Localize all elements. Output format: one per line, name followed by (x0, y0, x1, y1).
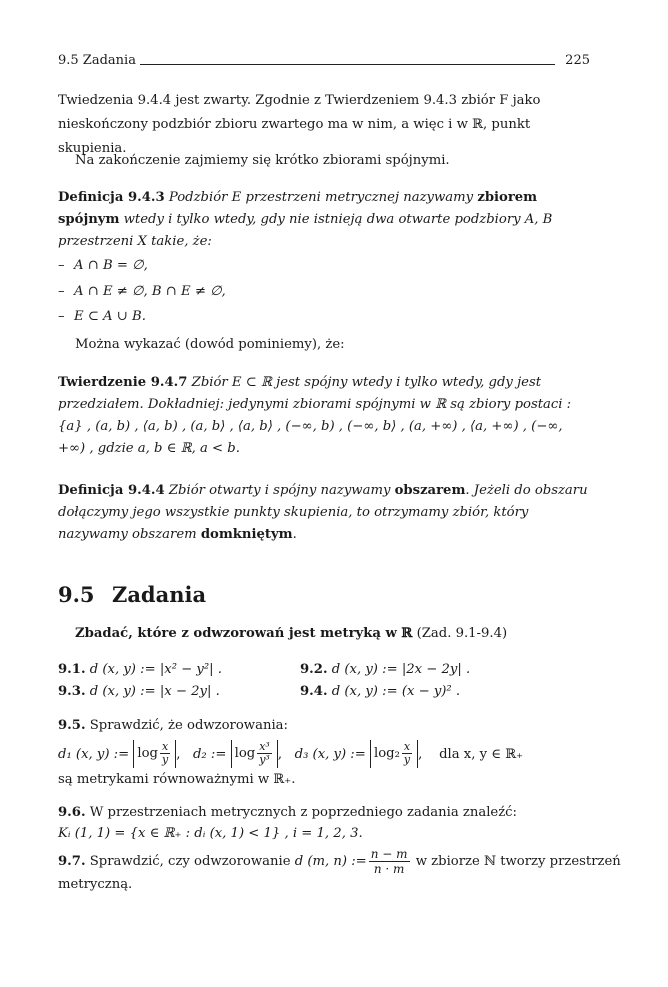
definition-text-cont: wtedy i tylko wtedy, gdy nie istnieją dwa otwarte podzbiory A, B przestrzeni X takie, że: (58, 212, 553, 249)
list-item: – E ⊂ A ∪ B. (58, 309, 146, 324)
theorem-label: Twierdzenie 9.4.7 (58, 375, 188, 390)
paragraph-continuation: Twiedzenia 9.4.4 jest zwarty. Zgodnie z Twierdzeniem 9.4.3 zbiór F jako nieskończony podzbiór zbioru zwartego ma w nim, a więc i w ℝ, punkt skupienia. (58, 93, 541, 156)
page-number: 225 (565, 53, 590, 68)
exercise-9-3: 9.3. d (x, y) := |x − 2y| . (58, 684, 220, 699)
header-rule (140, 64, 555, 65)
exercise-9-1: 9.1. d (x, y) := |x² − y²| . (58, 662, 222, 677)
exercise-9-5-tail: są metrykami równoważnymi w ℝ₊. (58, 772, 296, 787)
definition-text: Podzbiór E przestrzeni metrycznej nazywamy (168, 190, 474, 205)
exercise-9-6-formula: Kᵢ (1, 1) = {x ∈ ℝ₊ : dᵢ (x, 1) < 1} , i = 1, 2, 3. (58, 826, 363, 841)
theorem-9-4-7 (58, 372, 590, 460)
paragraph-proof-omitted: Można wykazać (dowód pominiemy), że: (75, 337, 345, 352)
abs-expression: log $\frac{\text{x³}}{\text{y³}}$ (231, 740, 278, 768)
header-section-title: 9.5 Zadania (58, 53, 136, 68)
definition-label: Definicja 9.4.4 (58, 483, 165, 498)
section-heading (58, 582, 206, 607)
definition-9-4-3 (58, 187, 590, 253)
exercise-9-5: 9.5. Sprawdzić, że odwzorowania: (58, 718, 288, 733)
exercise-9-6: 9.6. W przestrzeniach metrycznych z poprzedniego zadania znaleźć: (58, 805, 518, 820)
running-header (58, 52, 590, 68)
exercise-9-7-tail: metryczną. (58, 877, 133, 892)
paragraph-intro-connected: Na zakończenie zajmiemy się krótko zbiorami spójnymi. (75, 153, 450, 168)
list-item: – A ∩ E ≠ ∅, B ∩ E ≠ ∅, (58, 284, 226, 299)
definition-9-4-4: Definicja 9.4.4 Zbiór otwarty i spójny nazywamy obszarem. Jeżeli do obszaru dołączymy jego wszystkie punkty skupienia, to otrzymamy zbiór, który nazywamy obszarem domkniętym. (58, 483, 588, 542)
exercise-9-2: 9.2. d (x, y) := |2x − 2y| . (300, 662, 471, 677)
definition-term: obszarem (394, 483, 466, 498)
definition-term: domkniętym (200, 527, 293, 542)
exercise-9-4: 9.4. d (x, y) := (x − y)² . (300, 684, 461, 699)
abs-expression: log $\frac{x}{y}$ (133, 740, 176, 768)
definition-label: Definicja 9.4.3 (58, 190, 165, 205)
exercise-9-5-formulas: d₁ (x, y) := log $\frac{x}{y}$ , d₂ := log $\frac{\text{x³}}{\text{y³}}$ , d₃ (x, y) := log₂ $\frac{x}{y}$ , dla x, y ∈ ℝ₊ (58, 740, 524, 766)
definition-term: zbiorem spójnym (58, 190, 538, 227)
definition-text: Zbiór otwarty i spójny nazywamy (168, 483, 391, 498)
list-item: – A ∩ B = ∅, (58, 258, 148, 273)
section-title: Zadania (112, 582, 207, 607)
abs-expression: log₂ $\frac{x}{y}$ (370, 740, 418, 768)
theorem-text: Zbiór E ⊂ ℝ jest spójny wtedy i tylko wtedy, gdy jest przedziałem. Dokładniej: jedynymi zbiorami spójnymi w ℝ są zbiory postaci : {a} , (a, b) , ⟨a, b) , (a, b⟩ , ⟨a, b⟩ , (−∞, b) , (−∞, b⟩ , (a, +∞) , ⟨a, +∞) , (−∞, +∞) , gdzie a, b ∈ ℝ, a < b. (58, 375, 572, 456)
definition-text-cont: . Jeżeli do obszaru dołączymy jego wszystkie punkty skupienia, to otrzymamy zbiór, który nazywamy obszarem (58, 483, 588, 542)
exercise-9-7: 9.7. Sprawdzić, czy odwzorowanie d (m, n) := $\frac{n - m}{n \cdot m}$ w zbiorze ℕ tworzy przestrzeń (58, 846, 621, 876)
section-number: 9.5 (58, 582, 95, 607)
exercises-intro: Zbadać, które z odwzorowań jest metryką w ℝ (Zad. 9.1-9.4) (75, 626, 508, 641)
